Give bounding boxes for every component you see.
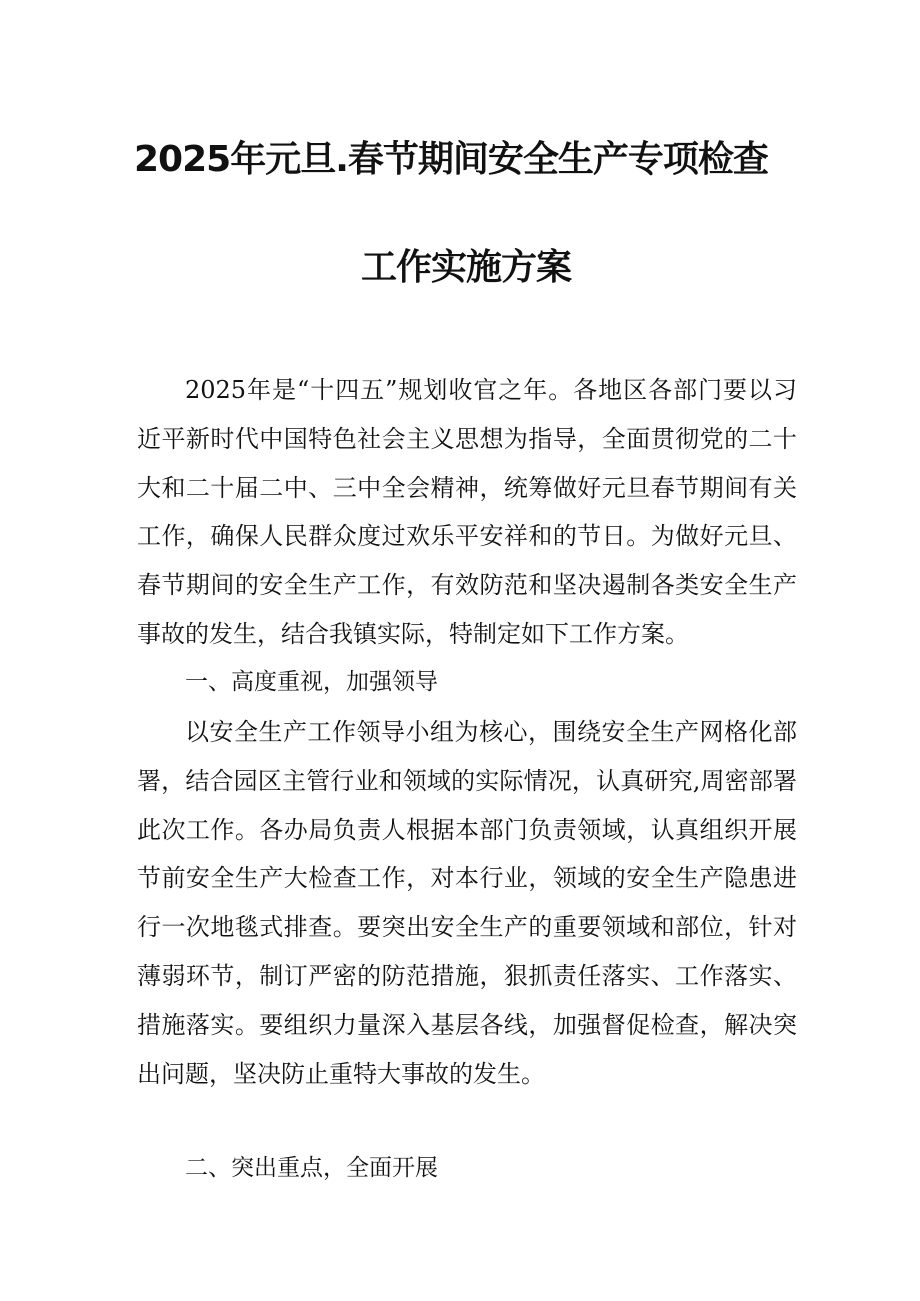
section-1-paragraph: 以安全生产工作领导小组为核心，围绕安全生产网格化部署，结合园区主管行业和领域的实际情况，认真研究,周密部署此次工作。各办局负责人根据本部门负责领域，认真组织开展节前安全生产大检查工作，对本行业，领域的安全生产隐患进行一次地毯式排查。要突出安全生产的重要领域和部位，针对薄弱环节，制订严密的防范措施，狠抓责任落实、工作落实、措施落实。要组织力量深入基层各线，加强督促检查，解决突出问题，坚决防止重特大事故的发生。 [137,718,797,1088]
section-2-heading: 二、突出重点，全面开展 [185,1155,438,1181]
intro-paragraph: 2025年是“十四五”规划收官之年。各地区各部门要以习近平新时代中国特色社会主义思想为指导，全面贯彻党的二十大和二十届二中、三中全会精神，统筹做好元旦春节期间有关工作，确保人民群众度过欢乐平安祥和的节日。为做好元旦、春节期间的安全生产工作，有效防范和坚决遏制各类安全生产事故的发生，结合我镇实际，特制定如下工作方案。 [137,376,797,648]
section-1-heading: 一、高度重视，加强领导 [185,669,438,695]
document-title-line-2: 工作实施方案 [361,247,572,288]
document-title-line-1: 2025年元旦.春节期间安全生产专项检查 [134,139,768,180]
